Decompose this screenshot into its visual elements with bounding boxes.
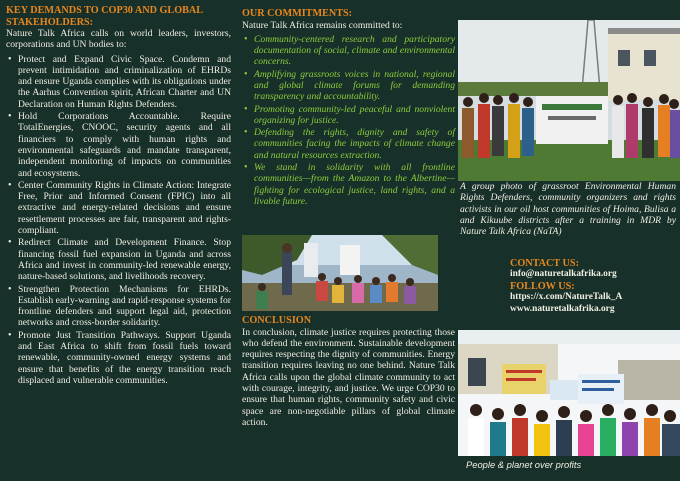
- commitments-column: [242, 8, 455, 208]
- commitments-intro: Nature Talk Africa remains committed to:: [242, 19, 403, 31]
- demand-item-community-rights: • Center Community Rights in Climate Action: Integrate Free, Prior and Informed Consent (FPIC) into all extractive and energy-related decisions and ensure resettlement processes are fair, transparent and rights-compliant.: [6, 180, 231, 236]
- demand-item-just-transition: • Promote Just Transition Pathways. Support Uganda and East Africa to shift from fossil fuels toward renewable, community-owned energy systems and ensure that benefits of the energy transition reach displaced and vulnerable communities.: [6, 330, 231, 386]
- demand-item-protection-mechanisms: • Strengthen Protection Mechanisms for EHRDs. Establish early-warning and rapid-response systems for frontline defenders and support legal aid, protection networks and cross-border solidarity.: [6, 284, 231, 329]
- training-group-image: [458, 20, 680, 181]
- conclusion-section: [242, 315, 455, 428]
- demands-list: [6, 54, 231, 387]
- conclusion-heading: CONCLUSION: [242, 315, 312, 326]
- conclusion-text: In conclusion, climate justice requires protecting those who defend the environment. Sustainable development requires respecting the dignity of communities. Energy transition requires leaving no one behind. Nature Talk Africa calls upon the global climate community to act with courage, integrity, and justice. We urge COP30 to ensure that human rights, community safety and civic space are non-negotiable pillars of global climate action.: [242, 326, 455, 428]
- protest-image: [458, 330, 680, 456]
- follow-heading: FOLLOW US:: [510, 280, 575, 292]
- demand-item-redirect-finance: • Redirect Climate and Development Finance. Stop financing fossil fuel expansion in Uganda and across Africa and invest in community-led renewable energy, nature-based solutions, and livelihoods recovery.: [6, 237, 231, 282]
- solidarity-meeting-photo: [242, 235, 438, 311]
- demands-intro: Nature Talk Africa calls on world leaders, investors, corporations and UN bodies to:: [6, 28, 231, 51]
- demands-column: [6, 5, 231, 387]
- contact-section: [510, 258, 678, 315]
- commitment-item-organizing: • Promoting community-led peaceful and nonviolent organizing for justice.: [242, 104, 455, 127]
- commitment-item-defending: • Defending the rights, dignity and safety of communities facing the impacts of climate change and natural resources extraction.: [242, 127, 455, 161]
- commitments-list: [242, 34, 455, 207]
- contact-email-link[interactable]: info@naturetalkafrika.org: [510, 269, 617, 280]
- protest-photo-caption: People & planet over profits: [466, 459, 582, 470]
- training-photo-caption: A group photo of grassroot Environmental Human Rights Defenders, community organizers and rights activists in our oil host communities of Hoima, Bulisa a and Kikuube districts after a training in MDR by Nature Talk Africa (NaTA): [460, 181, 676, 238]
- x-profile-link[interactable]: https://x.com/NatureTalk_A: [510, 292, 623, 303]
- demands-heading: KEY DEMANDS TO COP30 AND GLOBAL STAKEHOLDERS:: [6, 5, 203, 28]
- commitment-item-amplifying: • Amplifying grassroots voices in national, regional and global climate forums for demanding transparency and accountability.: [242, 69, 455, 103]
- training-group-photo: [458, 20, 680, 181]
- website-link[interactable]: www.naturetalkafrika.org: [510, 303, 615, 314]
- protest-photo: [458, 330, 680, 456]
- commitment-item-research: • Community-centered research and participatory documentation of social, climate and environmental concerns.: [242, 34, 455, 68]
- demand-item-civic-space: • Protect and Expand Civic Space. Condemn and prevent intimidation and criminalization of EHRDs and ensure Uganda complies with its obligations under the Aarhus Convention spirit, African Charter and UN Declaration on Human Rights Defenders.: [6, 54, 231, 110]
- contact-heading: CONTACT US:: [510, 258, 579, 269]
- commitments-heading: OUR COMMITMENTS:: [242, 8, 353, 19]
- commitment-item-solidarity: • We stand in solidarity with all frontline communities—from the Amazon to the Albertine—fighting for ecological justice, land rights, and a livable future.: [242, 162, 455, 207]
- solidarity-meeting-image: [242, 235, 438, 311]
- demand-item-corporate-accountability: • Hold Corporations Accountable. Require TotalEnergies, CNOOC, security agents and all financiers to comply with human rights and environmental safeguards and mandate transparent, independent monitoring of impacts on communities and ecosystems.: [6, 111, 231, 179]
